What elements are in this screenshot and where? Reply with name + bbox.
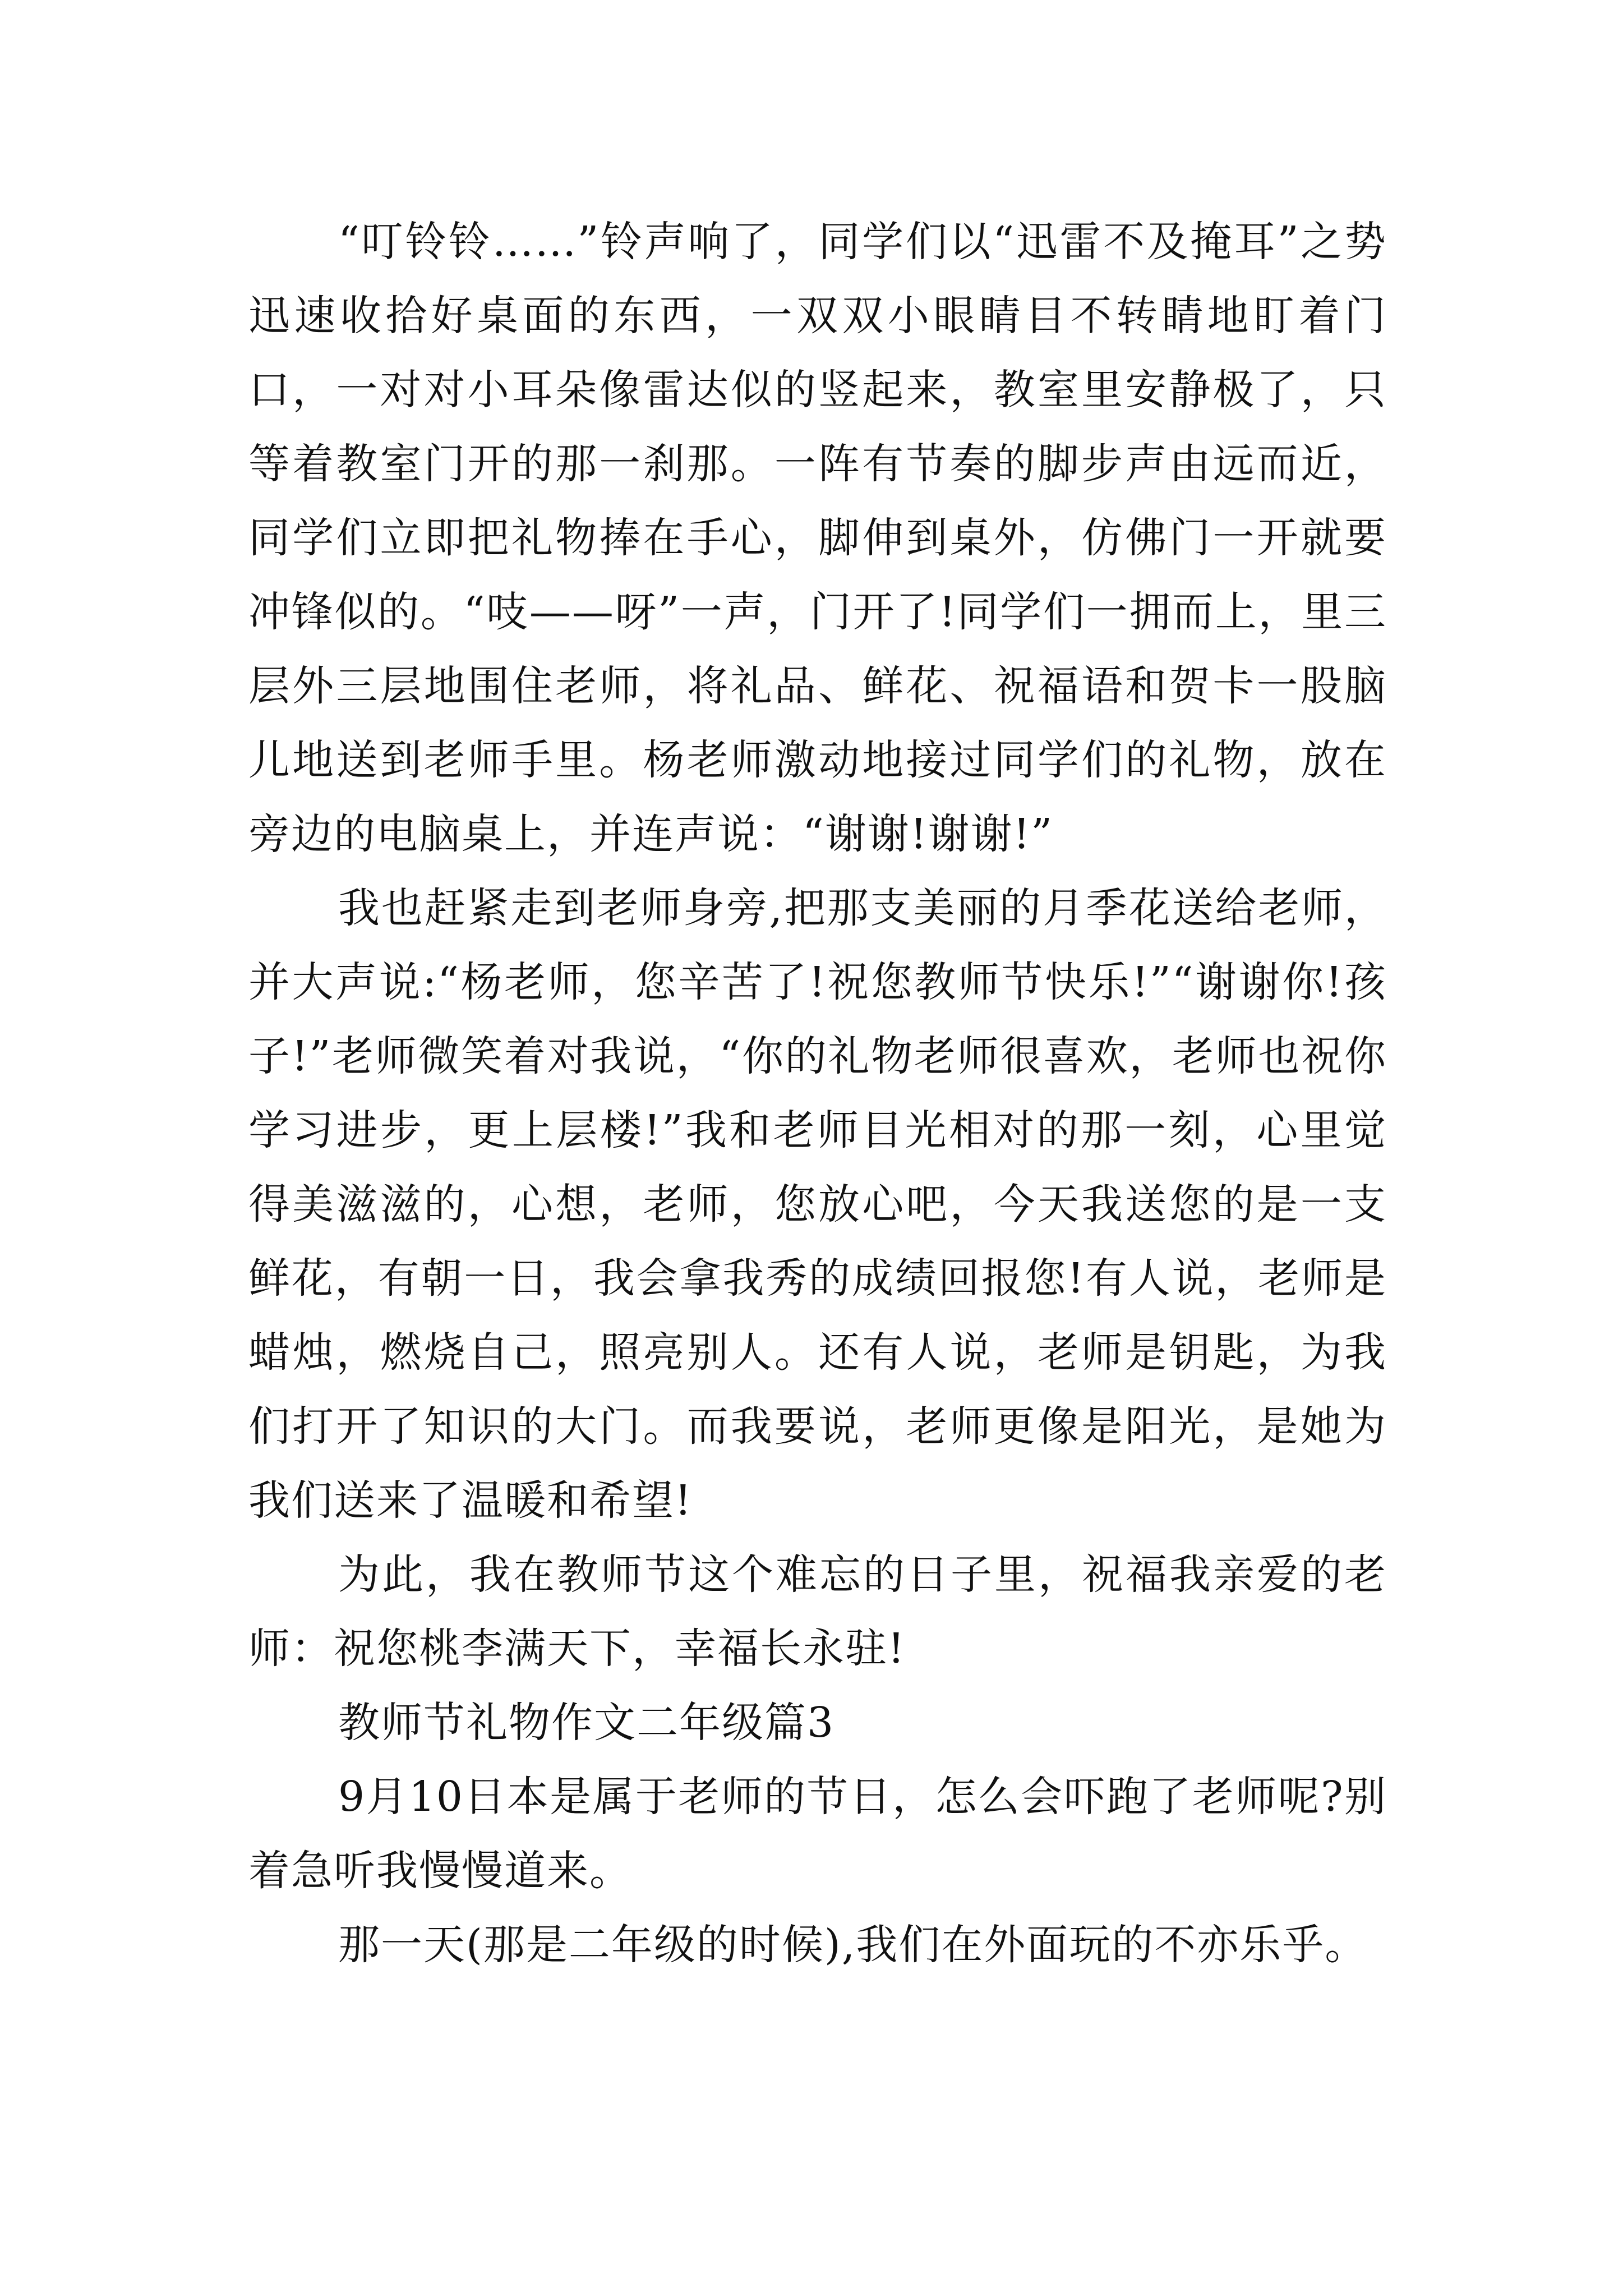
paragraph-gift-flower: 我也赶紧走到老师身旁,把那支美丽的月季花送给老师，并大声说:“杨老师，您辛苦了!祝您教师节快乐!”“谢谢你!孩子!”老师微笑着对我说，“你的礼物老师很喜欢，老师也祝你学习进步，更上层楼!”我和老师目光相对的那一刻，心里觉得美滋滋的，心想，老师，您放心吧，今天我送您的是一支鲜花，有朝一日，我会拿我秀的成绩回报您!有人说，老师是蜡烛，燃烧自己，照亮别人。还有人说，老师是钥匙，为我们打开了知识的大门。而我要说，老师更像是阳光，是她为我们送来了温暖和希望! (248, 884, 1387, 1525)
document-body (248, 205, 1387, 1982)
paragraph-that-day: 那一天(那是二年级的时候),我们在外面玩的不亦乐乎。 (338, 1921, 1368, 1969)
paragraph-bell-rings: “叮铃铃……”铃声响了，同学们以“迅雷不及掩耳”之势迅速收拾好桌面的东西，一双双小眼睛目不转睛地盯着门口，一对对小耳朵像雷达似的竖起来，教室里安静极了，只等着教室门开的那一刹那。一阵有节奏的脚步声由远而近，同学们立即把礼物捧在手心，脚伸到桌外，仿佛门一开就要冲锋似的。“吱——呀”一声，门开了!同学们一拥而上，里三层外三层地围住老师，将礼品、鲜花、祝福语和贺卡一股脑儿地送到老师手里。杨老师激动地接过同学们的礼物，放在旁边的电脑桌上，并连声说：“谢谢!谢谢!” (248, 218, 1387, 858)
section-heading: 教师节礼物作文二年级篇3 (338, 1699, 835, 1747)
paragraph-september-tenth: 9月10日本是属于老师的节日，怎么会吓跑了老师呢?别着急听我慢慢道来。 (248, 1773, 1387, 1895)
paragraph-blessing: 为此，我在教师节这个难忘的日子里，祝福我亲爱的老师：祝您桃李满天下，幸福长永驻! (248, 1550, 1387, 1673)
